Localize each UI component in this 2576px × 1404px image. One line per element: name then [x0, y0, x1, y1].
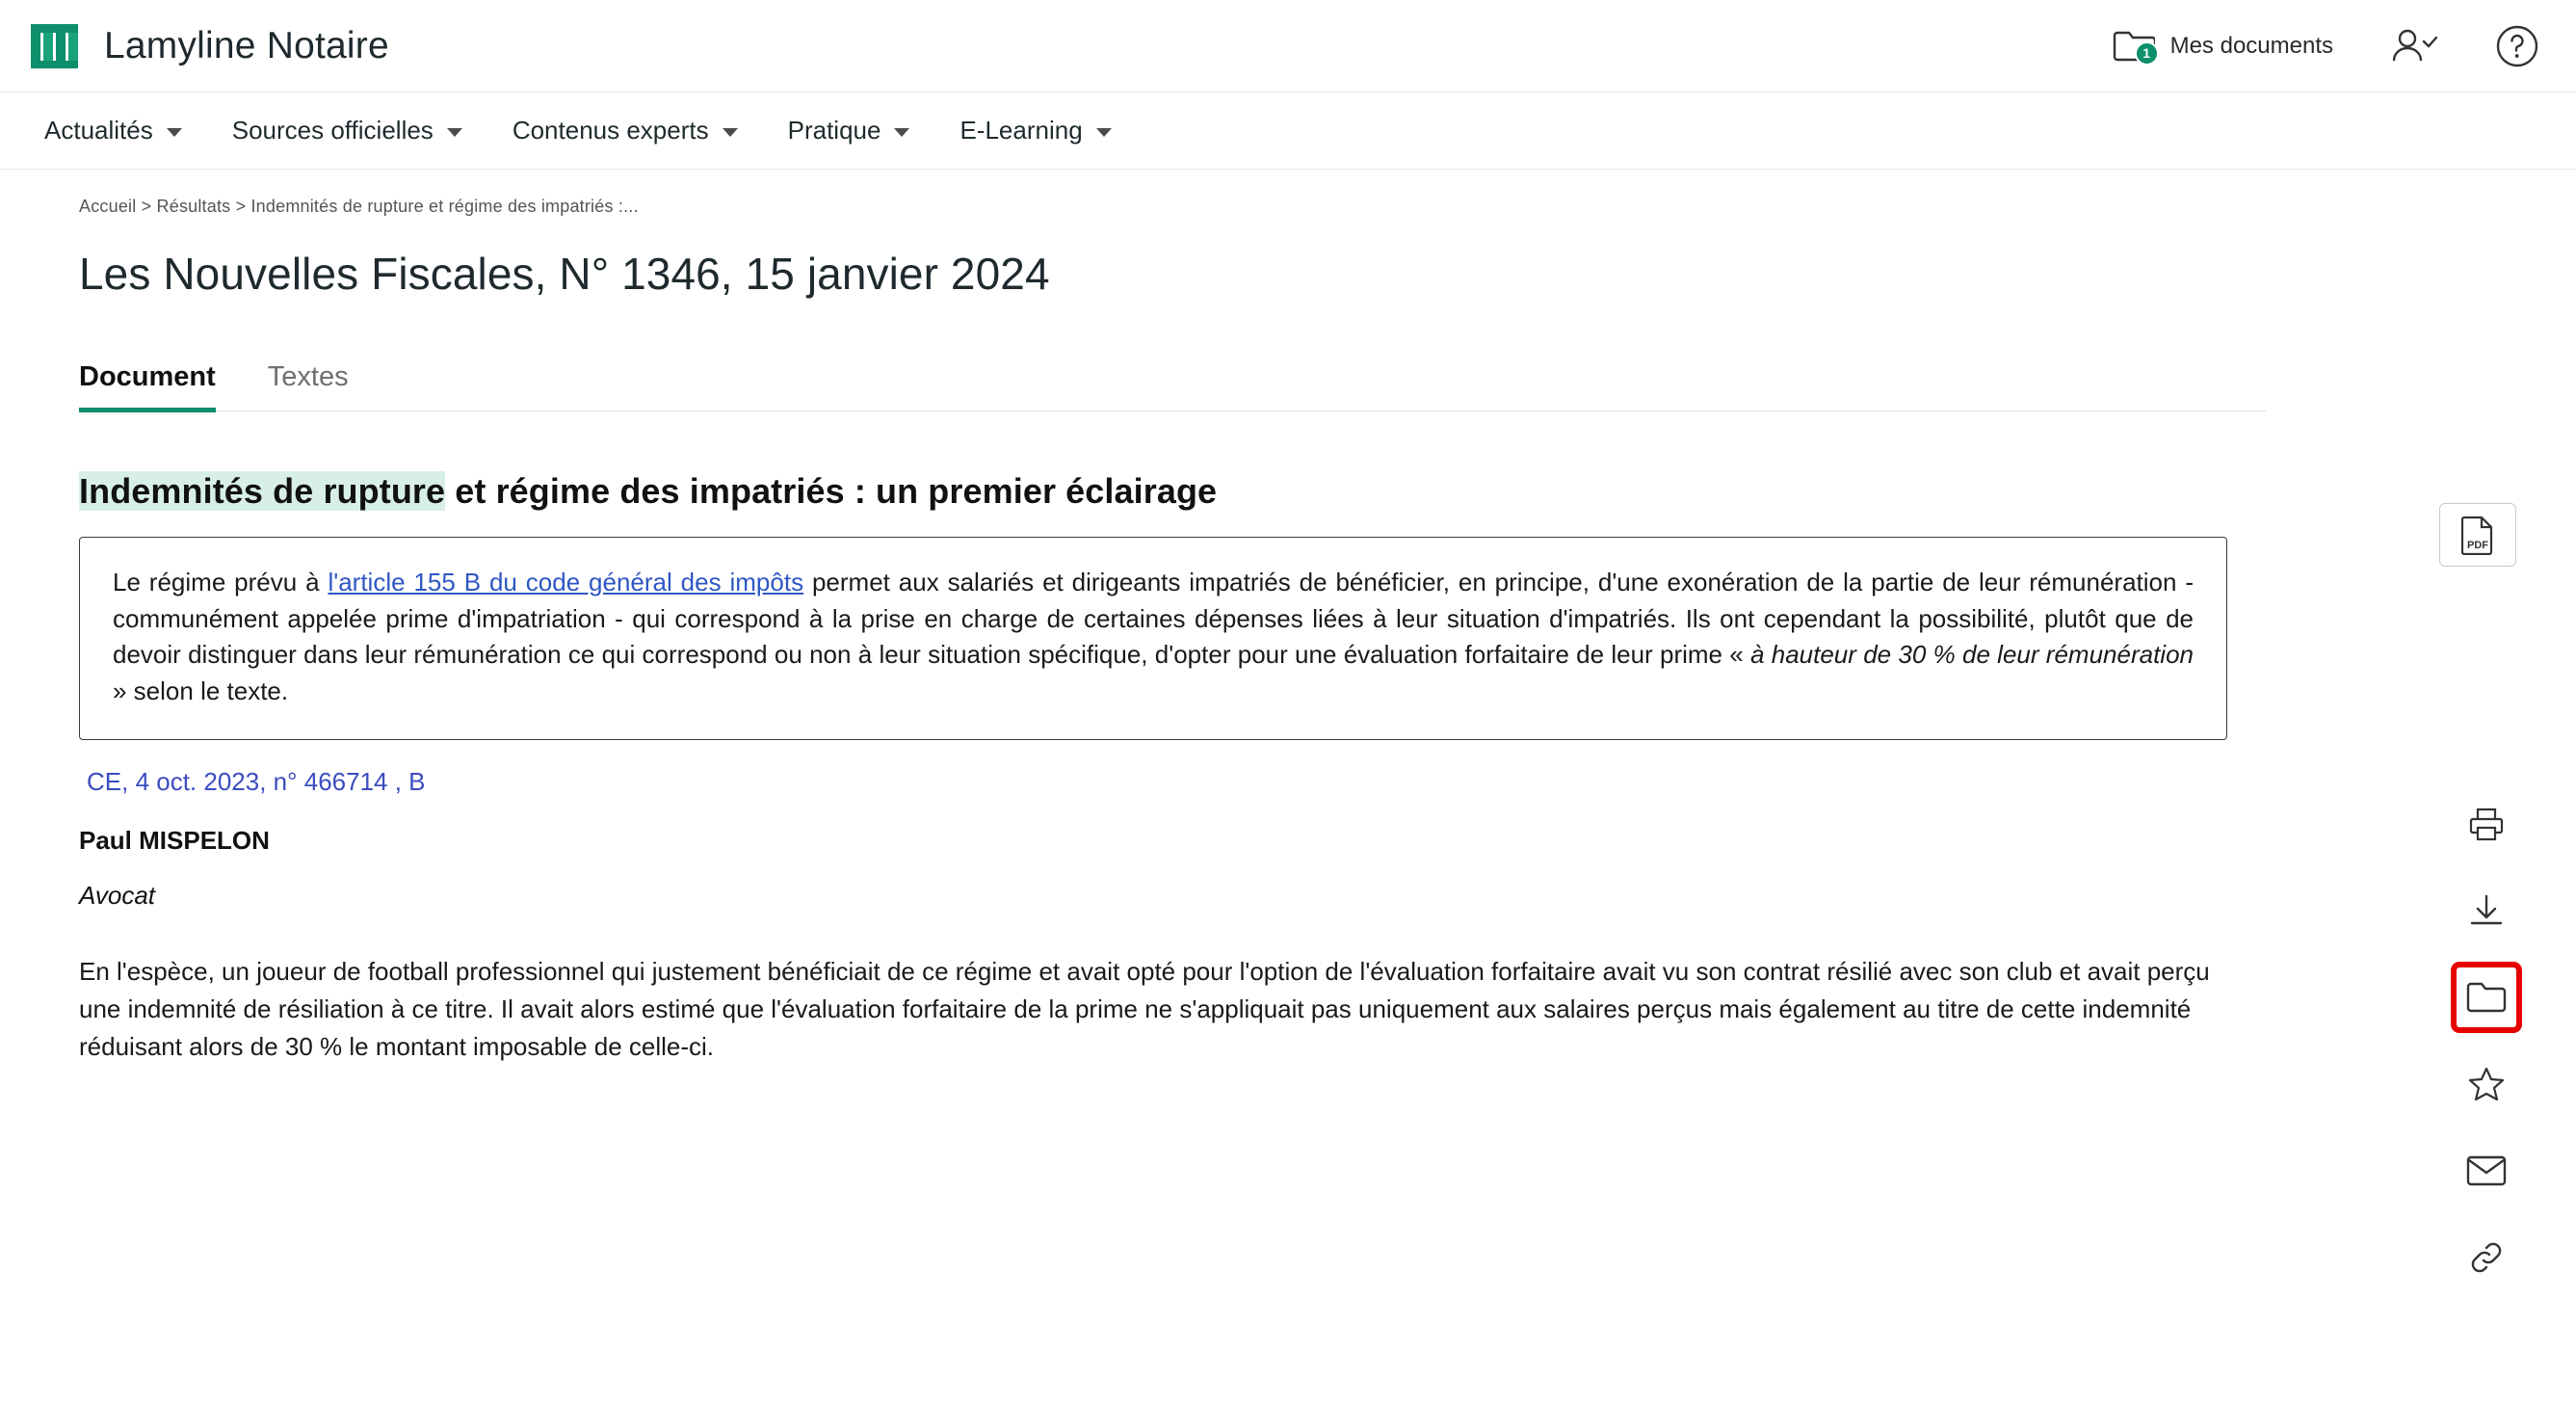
article-heading: [79, 471, 2227, 512]
page-title: Les Nouvelles Fiscales, N° 1346, 15 janvier 2024: [79, 249, 1050, 299]
case-reference-link[interactable]: CE, 4 oct. 2023, n° 466714 , B: [87, 766, 426, 796]
nav-label: E-Learning: [959, 116, 1083, 145]
summary-quote-italic: à hauteur de 30 % de leur rémunération: [1750, 640, 2194, 670]
nav-label: Pratique: [787, 116, 881, 145]
lamyline-logo-icon: [29, 18, 85, 74]
main-navigation: [0, 93, 2576, 170]
favorite-button[interactable]: [2457, 1054, 2516, 1114]
documents-count-badge: 1: [2135, 41, 2159, 66]
print-button[interactable]: [2457, 794, 2516, 854]
help-circle-icon: [2495, 24, 2539, 68]
svg-text:PDF: PDF: [2467, 540, 2488, 551]
folder-icon: [2466, 981, 2507, 1014]
article-heading-highlighted: Indemnités de rupture: [79, 471, 446, 511]
my-documents-label: Mes documents: [2169, 32, 2333, 59]
nav-label: Contenus experts: [512, 116, 709, 145]
chevron-down-icon: [167, 128, 182, 137]
nav-item-e-learning[interactable]: [934, 93, 1136, 169]
nav-item-actualites[interactable]: [19, 93, 207, 169]
article-paragraph: En l'espèce, un joueur de football professionnel qui justement bénéficiait de ce régime et avait opté pour l'option de l'évaluation forfaitaire avait vu son contrat résilié avec son club et avait perçu une indemnité de résiliation à ce titre. Il avait alors estimé que l'évaluation forfaitaire de la prime ne s'appliquait pas uniquement aux salaires perçus mais également au titre de cette indemnité réduisant alors de 30 % le montant imposable de celle-ci.: [79, 956, 2210, 1061]
header-actions: [2113, 24, 2539, 68]
tab-textes[interactable]: Textes: [267, 361, 349, 392]
nav-item-sources-officielles[interactable]: [207, 93, 487, 169]
add-to-my-documents-button[interactable]: [2457, 967, 2516, 1027]
nav-label: Sources officielles: [231, 116, 434, 145]
nav-item-pratique[interactable]: [763, 93, 935, 169]
nav-item-contenus-experts[interactable]: [487, 93, 763, 169]
summary-text-part3: » selon le texte.: [113, 676, 289, 706]
nav-label: Actualités: [44, 116, 153, 145]
breadcrumb[interactable]: Accueil > Résultats > Indemnités de rupture et régime des impatriés :...: [79, 197, 639, 216]
print-icon: [2467, 805, 2506, 843]
mail-icon: [2466, 1154, 2507, 1187]
chevron-down-icon: [1096, 128, 1112, 137]
download-button[interactable]: [2457, 881, 2516, 940]
send-mail-button[interactable]: [2457, 1141, 2516, 1201]
page-title-row: [0, 217, 2576, 300]
summary-text-part2: permet aux salariés et dirigeants impatriés de bénéficier, en principe, d'une exonération de la partie de leur rémunération - communément appelée prime d'impatriation - qui correspond à la prise en charge de certaines dépenses liées à leur situation d'impatriés. Ils ont cependant la possibilité, plutôt que de devoir distinguer dans leur rémunération ce qui correspond ou non à leur situation spécifique, d'opter pour une évaluation forfaitaire de leur prime «: [113, 568, 2194, 670]
star-icon: [2467, 1065, 2506, 1103]
article: [79, 471, 2227, 1066]
article-author: Paul MISPELON: [79, 825, 270, 855]
document-tabs: [79, 361, 2266, 411]
account-menu-button[interactable]: [2391, 27, 2437, 66]
chevron-down-icon: [447, 128, 462, 137]
article-summary-box: [79, 537, 2227, 740]
my-documents-link[interactable]: [2113, 30, 2333, 63]
tab-document[interactable]: Document: [79, 361, 233, 411]
article-author-role: Avocat: [79, 880, 156, 910]
cgi-article-link[interactable]: l'article 155 B du code général des impôts: [328, 568, 804, 596]
page-content: [0, 170, 2576, 1066]
export-pdf-button[interactable]: [2439, 503, 2516, 567]
summary-text-part1: Le régime prévu à: [113, 568, 329, 596]
article-heading-rest: et régime des impatriés : un premier éclairage: [445, 471, 1218, 511]
pdf-file-icon: [2459, 515, 2496, 555]
folder-icon: [2113, 30, 2155, 63]
app-header: [0, 0, 2576, 93]
link-icon: [2467, 1238, 2506, 1277]
chevron-down-icon: [723, 128, 738, 137]
user-check-icon: [2391, 27, 2437, 66]
chevron-down-icon: [894, 128, 909, 137]
help-button[interactable]: [2495, 24, 2539, 68]
brand-name: Lamyline Notaire: [104, 24, 389, 66]
document-actions-rail: [2457, 794, 2516, 1287]
copy-link-button[interactable]: [2457, 1228, 2516, 1287]
brand[interactable]: [29, 18, 389, 74]
download-icon: [2467, 891, 2506, 930]
